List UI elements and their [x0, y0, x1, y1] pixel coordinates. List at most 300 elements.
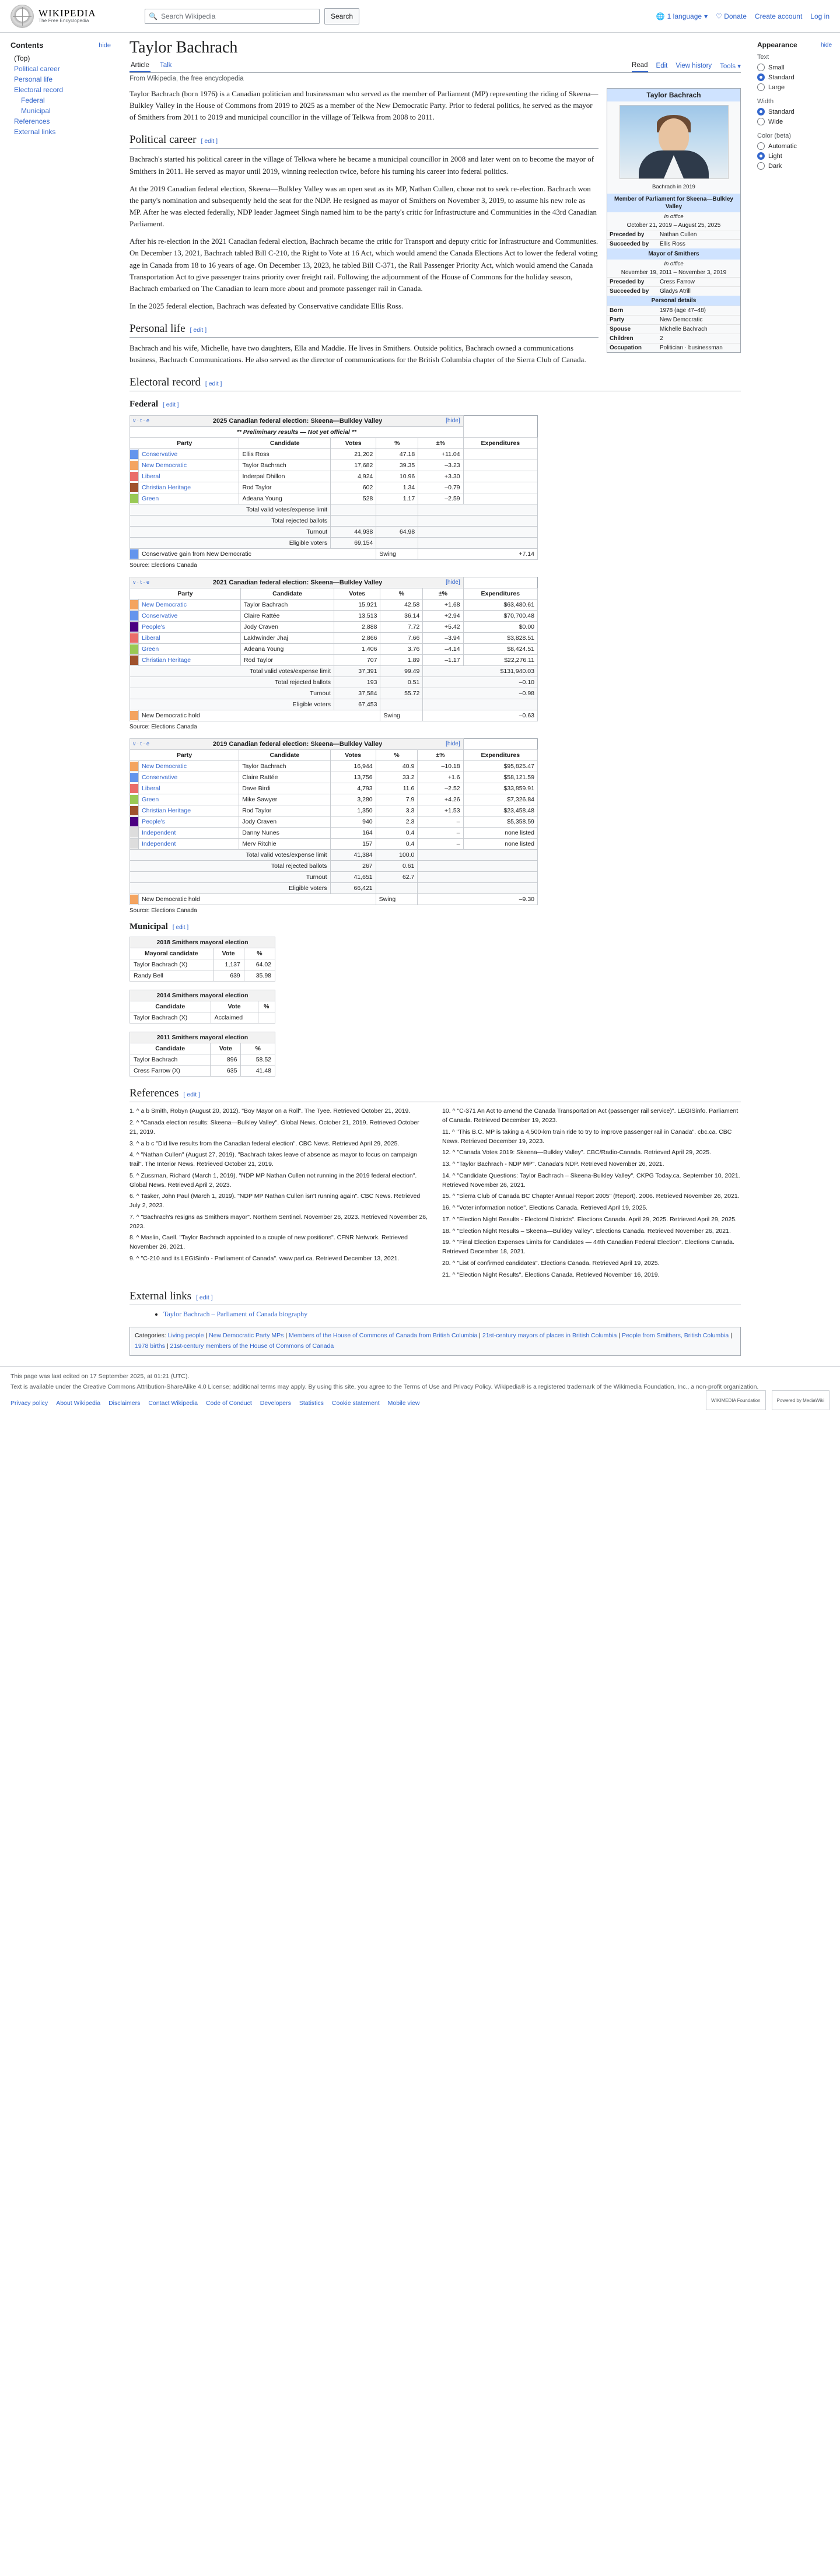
radio-icon — [757, 73, 765, 81]
appearance-panel — [752, 33, 840, 177]
color-light[interactable] — [757, 151, 832, 161]
total-exp — [418, 504, 538, 516]
table-row — [130, 622, 538, 633]
expenditures: $7,326.84 — [463, 794, 537, 805]
candidate-name: Jody Craven — [241, 622, 334, 633]
total-votes: 267 — [330, 861, 376, 872]
votes: 2,888 — [334, 622, 380, 633]
vote: 896 — [211, 1054, 241, 1066]
edit-label: edit — [204, 138, 215, 145]
pct: 47.18 — [376, 449, 418, 460]
votes: 2,866 — [334, 633, 380, 644]
col-pct: % — [376, 750, 418, 761]
edit-label: edit — [176, 924, 186, 931]
col-party: Party — [130, 588, 241, 600]
candidate-name: Dave Birdi — [239, 783, 330, 794]
party-name[interactable]: New Democratic — [142, 601, 187, 609]
total-label: Total rejected ballots — [130, 677, 334, 688]
pct: 0.4 — [376, 828, 418, 839]
party-name[interactable]: Liberal — [142, 785, 160, 793]
powered-by-mediawiki-badge[interactable]: Powered by MediaWiki — [772, 1390, 830, 1410]
result-row — [130, 710, 538, 721]
infobox-personal-details-heading: Personal details — [607, 296, 740, 306]
vote: 635 — [211, 1066, 241, 1077]
table-hide-button[interactable]: [hide] — [446, 418, 460, 425]
candidate-name: Adeana Young — [239, 493, 331, 504]
radio-icon — [757, 162, 765, 170]
total-exp — [418, 527, 538, 538]
infobox-key: Succeeded by — [610, 241, 649, 247]
pct: 35.98 — [244, 970, 275, 982]
category-link[interactable]: 21st-century mayors of places in British Columbia — [482, 1332, 617, 1340]
table-hide-button[interactable]: [hide] — [446, 579, 460, 586]
edit-section-link[interactable]: [ edit ] — [201, 138, 218, 145]
edit-section-link[interactable]: [ edit ] — [190, 327, 207, 334]
votes: 1,406 — [334, 644, 380, 655]
infobox-key: Spouse — [610, 326, 631, 332]
toc-item-external-links[interactable]: External links — [14, 128, 56, 136]
footer-link-cookie-statement[interactable]: Cookie statement — [331, 1400, 380, 1407]
contents-sidebar — [0, 33, 117, 137]
expenditures: $23,458.48 — [463, 805, 537, 816]
footer-link-privacy[interactable]: Privacy policy — [10, 1400, 48, 1407]
language-selector[interactable] — [656, 12, 708, 20]
candidate-name: Taylor Bachrach — [241, 600, 334, 611]
subsection-heading-municipal — [130, 922, 741, 932]
section-heading-references — [130, 1087, 741, 1102]
votes: 13,513 — [334, 611, 380, 622]
candidate-name: Randy Bell — [130, 970, 214, 982]
paragraph: After his re-election in the 2021 Canadian federal election, Bachrach became the critic for Transport and deputy critic for Infrastructure and Communities. On December 13, 2021, Bachrach tabled Bill C-210, the Right to Vote at 16 Act, which would amend the Canada Elections Act to lower the federal voting age in Canada from 18 to 16 years of age. On December 13, 2023, he tabled Bill C-371, the Rail Passenger Priority Act, which would amend the Canada Transportation Act to give passenger trains priority over freight rail. Following the adjournment of the House of Commons for the holiday season, Bachrach embarked on The Canadian to learn more about and promote passenger rail in Canada. — [130, 237, 598, 293]
toc-item-personal-life[interactable]: Personal life — [14, 75, 53, 83]
reference-list — [130, 1107, 741, 1280]
pct — [258, 1012, 275, 1024]
total-label: Turnout — [130, 688, 334, 699]
total-label: Total valid votes/expense limit — [130, 504, 331, 516]
col-votes: Votes — [331, 438, 376, 449]
footer-link-contact[interactable]: Contact Wikipedia — [148, 1400, 198, 1407]
reference-item: 14. ^ "Candidate Questions: Taylor Bachrach – Skeena-Bulkley Valley". CKPG Today.ca. September 10, 2021. Retrieved November 26, 2021. — [442, 1172, 740, 1189]
total-label: Turnout — [130, 872, 331, 883]
footer-link-statistics[interactable]: Statistics — [299, 1400, 324, 1407]
total-row — [130, 538, 538, 549]
contents-hide-button[interactable]: hide — [99, 41, 111, 49]
infobox-value: Cress Farrow — [660, 279, 695, 285]
chevron-down-icon: ▾ — [737, 63, 741, 70]
infobox-caption: Bachrach in 2019 — [652, 184, 695, 190]
total-votes: 41,384 — [330, 850, 376, 861]
total-pct: 64.98 — [376, 527, 418, 538]
col-party: Party — [130, 750, 239, 761]
party-name[interactable]: Christian Heritage — [142, 484, 191, 492]
swing: –3.23 — [418, 460, 463, 471]
list-item[interactable] — [163, 1310, 741, 1319]
infobox-office-2: Mayor of Smithers — [607, 248, 740, 260]
pct: 58.52 — [241, 1054, 275, 1066]
expenditures — [463, 482, 537, 493]
party-name[interactable]: Green — [142, 646, 159, 653]
edit-label: edit — [199, 1294, 209, 1302]
table-row — [130, 839, 538, 850]
pct: 10.96 — [376, 471, 418, 482]
language-icon: 🌐 — [656, 12, 665, 20]
text-size-large[interactable] — [757, 82, 832, 92]
group-label: Text — [757, 54, 769, 61]
total-label: Total valid votes/expense limit — [130, 666, 334, 677]
total-votes: 41,651 — [330, 872, 376, 883]
category-link[interactable]: Members of the House of Commons of Canada from British Columbia — [289, 1332, 478, 1340]
total-exp — [418, 872, 538, 883]
vote: Acclaimed — [211, 1012, 258, 1024]
search-button[interactable]: Search — [324, 8, 359, 24]
tab-view-history[interactable]: View history — [676, 62, 712, 69]
wikimedia-foundation-badge[interactable]: WIKIMEDIA Foundation — [706, 1390, 765, 1410]
radio-icon — [757, 64, 765, 71]
page-title: Taylor Bachrach — [130, 38, 238, 57]
table-nav-links[interactable]: v · t · e — [133, 418, 150, 424]
heading-text: Political career — [130, 134, 197, 146]
party-name[interactable]: Liberal — [142, 473, 160, 481]
edit-section-link[interactable]: [ edit ] — [183, 1091, 201, 1099]
infobox-key: Preceded by — [610, 232, 645, 238]
expenditures: $3,828.51 — [463, 633, 537, 644]
infobox — [607, 88, 741, 353]
candidate-name: Rod Taylor — [239, 482, 331, 493]
party-name[interactable]: Conservative — [142, 612, 178, 620]
category-link[interactable]: People from Smithers, British Columbia — [621, 1332, 729, 1340]
expenditures — [463, 493, 537, 504]
votes: 157 — [330, 839, 376, 850]
edit-section-link[interactable]: [ edit ] — [163, 402, 179, 409]
expenditures: $0.00 — [463, 622, 537, 633]
wordmark-subtitle: The Free Encyclopedia — [38, 18, 89, 24]
toc-item-electoral-record[interactable]: Electoral record — [14, 86, 64, 94]
swing: +1.68 — [423, 600, 463, 611]
table-row — [130, 970, 275, 982]
toc-item-political-career[interactable]: Political career — [14, 65, 60, 73]
pct: 0.4 — [376, 839, 418, 850]
color-automatic[interactable] — [757, 141, 832, 151]
infobox-key: Party — [610, 317, 625, 323]
party-name[interactable]: People's — [142, 818, 165, 826]
election-table-2019 — [130, 738, 538, 905]
swing-value: –9.30 — [418, 894, 538, 905]
table-source: Source: Elections Canada — [130, 562, 197, 569]
swing-label: Swing — [376, 549, 418, 560]
col-candidate: Candidate — [130, 1043, 211, 1054]
result-row — [130, 549, 538, 560]
votes: 4,793 — [330, 783, 376, 794]
toc-item-municipal[interactable]: Municipal — [21, 107, 51, 115]
swing: – — [418, 828, 463, 839]
text-size-small[interactable] — [757, 62, 832, 72]
heading-text: Electoral record — [130, 376, 201, 389]
swing: –2.52 — [418, 783, 463, 794]
swing: +4.26 — [418, 794, 463, 805]
pct: 11.6 — [376, 783, 418, 794]
table-row — [130, 828, 538, 839]
candidate-name: Lakhwinder Jhaj — [241, 633, 334, 644]
heart-icon: ♡ — [716, 12, 722, 20]
party-name[interactable]: Christian Heritage — [142, 807, 191, 815]
total-pct — [376, 516, 418, 527]
party-name[interactable]: Independent — [142, 829, 176, 837]
footer-link-developers[interactable]: Developers — [260, 1400, 291, 1407]
footer-link-disclaimers[interactable]: Disclaimers — [108, 1400, 141, 1407]
table-nav-links[interactable]: v · t · e — [133, 741, 150, 747]
swing-value: –0.63 — [423, 710, 538, 721]
tab-talk[interactable]: Talk — [159, 62, 172, 69]
col-swing: ±% — [418, 438, 463, 449]
pct: 36.14 — [380, 611, 423, 622]
lead-paragraph: Taylor Bachrach (born 1976) is a Canadian politician and businessman who served as the member of Parliament (MP) representing the riding of Skeena—Bulkley Valley in the House of Commons from 2019 to 2025 as a member of the New Democratic Party. Prior to federal politics, he served as the mayor of Smithers from 2011 to 2019 and municipal councillor in the village of Telkwa from 2008 to 2011. — [130, 89, 598, 122]
party-name[interactable]: Liberal — [142, 635, 160, 642]
toc-item-references[interactable]: References — [14, 117, 50, 125]
radio-icon — [757, 108, 765, 115]
party-color-swatch — [130, 461, 138, 470]
option-label: Standard — [768, 108, 794, 115]
candidate-name: Taylor Bachrach (X) — [130, 1012, 211, 1024]
total-votes: 67,453 — [334, 699, 380, 710]
party-name[interactable]: Green — [142, 796, 159, 804]
swing: – — [418, 839, 463, 850]
article-content — [117, 33, 752, 1356]
expenditures: none listed — [463, 839, 537, 850]
pct: 1.17 — [376, 493, 418, 504]
category-link[interactable]: 21st-century members of the House of Commons of Canada — [170, 1343, 334, 1350]
toc-item-federal[interactable]: Federal — [21, 96, 45, 104]
col-pct: % — [244, 948, 275, 959]
candidate-name: Danny Nunes — [239, 828, 330, 839]
col-vote: Vote — [213, 948, 244, 959]
col-votes: Votes — [330, 750, 376, 761]
table-row — [130, 460, 538, 471]
appearance-hide-button[interactable]: hide — [821, 41, 832, 48]
total-exp — [418, 850, 538, 861]
donate-label: Donate — [724, 12, 747, 20]
party-color-swatch — [130, 711, 138, 720]
swing-label: Swing — [380, 710, 423, 721]
votes: 13,756 — [330, 772, 376, 783]
total-row — [130, 504, 538, 516]
votes: 602 — [331, 482, 376, 493]
paragraph: Bachrach and his wife, Michelle, have two daughters, Ella and Maddie. He lives in Smithers. Outside politics, Bachrach owned a communications business, Bachrach Communications. He also served as the director of communications for the British Columbia chapter of the Sierra Club of Canada. — [130, 344, 586, 365]
search-input[interactable] — [145, 9, 320, 24]
table-source: Source: Elections Canada — [130, 724, 197, 731]
result-text: New Democratic hold — [139, 894, 376, 905]
total-votes: 193 — [334, 677, 380, 688]
external-links-list — [140, 1310, 741, 1319]
infobox-image — [607, 101, 740, 183]
swing: +1.53 — [418, 805, 463, 816]
create-account-link[interactable]: Create account — [754, 12, 803, 20]
party-color-swatch — [130, 549, 138, 559]
option-label: Small — [768, 64, 785, 71]
edit-section-link[interactable]: [ edit ] — [205, 380, 222, 388]
col-vote: Vote — [211, 1043, 241, 1054]
external-link[interactable]: Taylor Bachrach – Parliament of Canada biography — [163, 1310, 308, 1319]
candidate-name: Inderpal Dhillon — [239, 471, 331, 482]
infobox-value: Ellis Ross — [660, 241, 685, 247]
party-color-swatch — [130, 656, 138, 665]
candidate-name: Taylor Bachrach — [239, 460, 331, 471]
votes: 164 — [330, 828, 376, 839]
party-name[interactable]: Conservative — [142, 451, 178, 458]
table-row — [130, 482, 538, 493]
swing: –4.14 — [423, 644, 463, 655]
swing: –2.59 — [418, 493, 463, 504]
total-exp — [418, 516, 538, 527]
result-text: Conservative gain from New Democratic — [139, 549, 376, 560]
total-pct: 55.72 — [380, 688, 423, 699]
party-name[interactable]: Christian Heritage — [142, 657, 191, 664]
candidate-name: Taylor Bachrach — [239, 761, 330, 772]
total-exp: –0.98 — [423, 688, 538, 699]
tab-edit[interactable]: Edit — [656, 62, 668, 69]
party-color-swatch — [130, 633, 138, 643]
swing: –0.79 — [418, 482, 463, 493]
expenditures — [463, 460, 537, 471]
col-pct: % — [376, 438, 418, 449]
appearance-heading: Appearance — [757, 41, 797, 49]
expenditures: $5,358.59 — [463, 816, 537, 828]
table-caption: 2018 Smithers mayoral election — [130, 937, 275, 948]
table-row — [130, 633, 538, 644]
reference-item: 10. ^ "C-371 An Act to amend the Canada Transportation Act (passenger rail service)". LEGISinfo. Parliament of Canada. Retrieved December 19, 2023. — [442, 1107, 738, 1124]
infobox-office-1: Member of Parliament for Skeena—Bulkley Valley — [607, 194, 740, 212]
table-row — [130, 794, 538, 805]
table-row — [130, 449, 538, 460]
width-standard[interactable] — [757, 107, 832, 117]
candidate-name: Rod Taylor — [241, 655, 334, 666]
infobox-value: Michelle Bachrach — [660, 326, 708, 332]
total-votes — [331, 504, 376, 516]
expenditures: $95,825.47 — [463, 761, 537, 772]
edit-section-link[interactable]: [ edit ] — [172, 924, 189, 931]
table-row — [130, 600, 538, 611]
expenditures: $58,121.59 — [463, 772, 537, 783]
reference-item: 4. ^ "Nathan Cullen" (August 27, 2019). "Bachrach takes leave of absence as mayor to focus on campaign trail". The Interior News. Retrieved October 21, 2019. — [130, 1151, 417, 1168]
col-swing: ±% — [423, 588, 463, 600]
wordmark-title: WIKIPEDIA — [38, 8, 96, 19]
option-label: Automatic — [768, 142, 797, 150]
table-row — [130, 959, 275, 970]
category-link[interactable]: New Democratic Party MPs — [209, 1332, 284, 1340]
table-row — [130, 783, 538, 794]
candidate-name: Taylor Bachrach — [130, 1054, 211, 1066]
table-caption: 2019 Canadian federal election: Skeena—Bulkley Valley — [212, 741, 383, 748]
pct: 1.89 — [380, 655, 423, 666]
portrait-photo — [620, 105, 729, 179]
candidate-name: Cress Farrow (X) — [130, 1066, 211, 1077]
table-row — [130, 772, 538, 783]
col-expenditures: Expenditures — [463, 438, 537, 449]
toc-item-top[interactable]: (Top) — [14, 54, 30, 62]
votes: 16,944 — [330, 761, 376, 772]
total-label: Eligible voters — [130, 699, 334, 710]
reference-item: 15. ^ "Sierra Club of Canada BC Chapter Annual Report 2005" (Report). 2006. Retrieved November 26, 2021. — [442, 1193, 740, 1200]
candidate-name: Adeana Young — [241, 644, 334, 655]
party-name[interactable]: People's — [142, 623, 165, 631]
party-name[interactable]: New Democratic — [142, 763, 187, 770]
tab-article[interactable]: Article — [130, 61, 150, 72]
footer-link-about[interactable]: About Wikipedia — [56, 1400, 101, 1407]
table-row — [130, 655, 538, 666]
swing: +3.30 — [418, 471, 463, 482]
total-votes: 37,584 — [334, 688, 380, 699]
tab-read[interactable]: Read — [632, 61, 648, 72]
donate-link[interactable] — [716, 12, 747, 20]
wikipedia-logo[interactable] — [10, 5, 139, 28]
table-row — [130, 471, 538, 482]
heading-text: Federal — [130, 399, 159, 409]
infobox-office-1-status: In office — [607, 212, 740, 221]
party-color-swatch — [130, 784, 138, 793]
color-dark[interactable] — [757, 161, 832, 171]
edit-label: edit — [193, 327, 204, 334]
pct: 2.3 — [376, 816, 418, 828]
table-nav-links[interactable]: v · t · e — [133, 579, 150, 586]
col-candidate: Candidate — [130, 1001, 211, 1012]
table-row — [130, 1066, 275, 1077]
reference-item: 20. ^ "List of confirmed candidates". Elections Canada. Retrieved April 19, 2025. — [442, 1259, 660, 1267]
expenditures: $22,276.11 — [463, 655, 537, 666]
infobox-name: Taylor Bachrach — [607, 89, 740, 101]
swing: –1.17 — [423, 655, 463, 666]
category-link[interactable]: Living people — [167, 1332, 204, 1340]
search-placeholder: Search Wikipedia — [160, 12, 216, 20]
paragraph: At the 2019 Canadian federal election, Skeena—Bulkley Valley was an open seat as its MP, Nathan Cullen, chose not to seek re-election. Bachrach won the party's nomination and subsequently held the seat for the NDP. He resigned as mayor of Smithers on November 3, 2019, to assume his new role as MP. After he was elected federally, NDP leader Jagmeet Singh named him to be the party's critic for Infrastructure and Communities in the 43rd Canadian Parliament. — [130, 184, 597, 229]
votes: 707 — [334, 655, 380, 666]
candidate-name: Merv Ritchie — [239, 839, 330, 850]
infobox-office-1-term: October 21, 2019 – August 25, 2025 — [626, 222, 721, 229]
pct: 7.72 — [380, 622, 423, 633]
col-party: Party — [130, 438, 239, 449]
party-name[interactable]: Independent — [142, 840, 176, 848]
party-name[interactable]: Conservative — [142, 774, 178, 781]
footer-link-mobile-view[interactable]: Mobile view — [387, 1400, 420, 1407]
party-name[interactable]: New Democratic — [142, 462, 187, 469]
total-pct: 0.51 — [380, 677, 423, 688]
table-row — [130, 816, 538, 828]
reference-item: 17. ^ "Election Night Results - Electoral Districts". Elections Canada. April 29, 2025. Retrieved April 29, 2025. — [442, 1215, 737, 1223]
last-edited: This page was last edited on 17 September 2025, at 01:21 (UTC). — [10, 1373, 190, 1380]
text-size-standard[interactable] — [757, 72, 832, 82]
table-hide-button[interactable]: [hide] — [446, 741, 460, 748]
category-link[interactable]: 1978 births — [135, 1343, 165, 1350]
edit-section-link[interactable]: [ edit ] — [196, 1294, 213, 1302]
total-row — [130, 688, 538, 699]
tab-tools[interactable] — [720, 61, 741, 72]
appearance-group-color — [757, 132, 832, 171]
expenditures: $70,700.48 — [463, 611, 537, 622]
categories-label: Categories: — [135, 1332, 166, 1340]
expenditures — [463, 471, 537, 482]
total-votes — [331, 516, 376, 527]
votes: 940 — [330, 816, 376, 828]
login-link[interactable]: Log in — [810, 12, 830, 20]
footer-link-code-of-conduct[interactable]: Code of Conduct — [205, 1400, 252, 1407]
section-heading-personal-life — [130, 323, 598, 338]
col-pct: % — [380, 588, 423, 600]
pct: 3.3 — [376, 805, 418, 816]
party-name[interactable]: Green — [142, 495, 159, 503]
width-wide[interactable] — [757, 117, 832, 127]
votes: 528 — [331, 493, 376, 504]
votes: 17,682 — [331, 460, 376, 471]
article-tabs — [130, 61, 741, 73]
reference-item: 6. ^ Tasker, John Paul (March 1, 2019). "NDP MP Nathan Cullen isn't running again". CBC News. Retrieved July 2, 2023. — [130, 1193, 421, 1210]
